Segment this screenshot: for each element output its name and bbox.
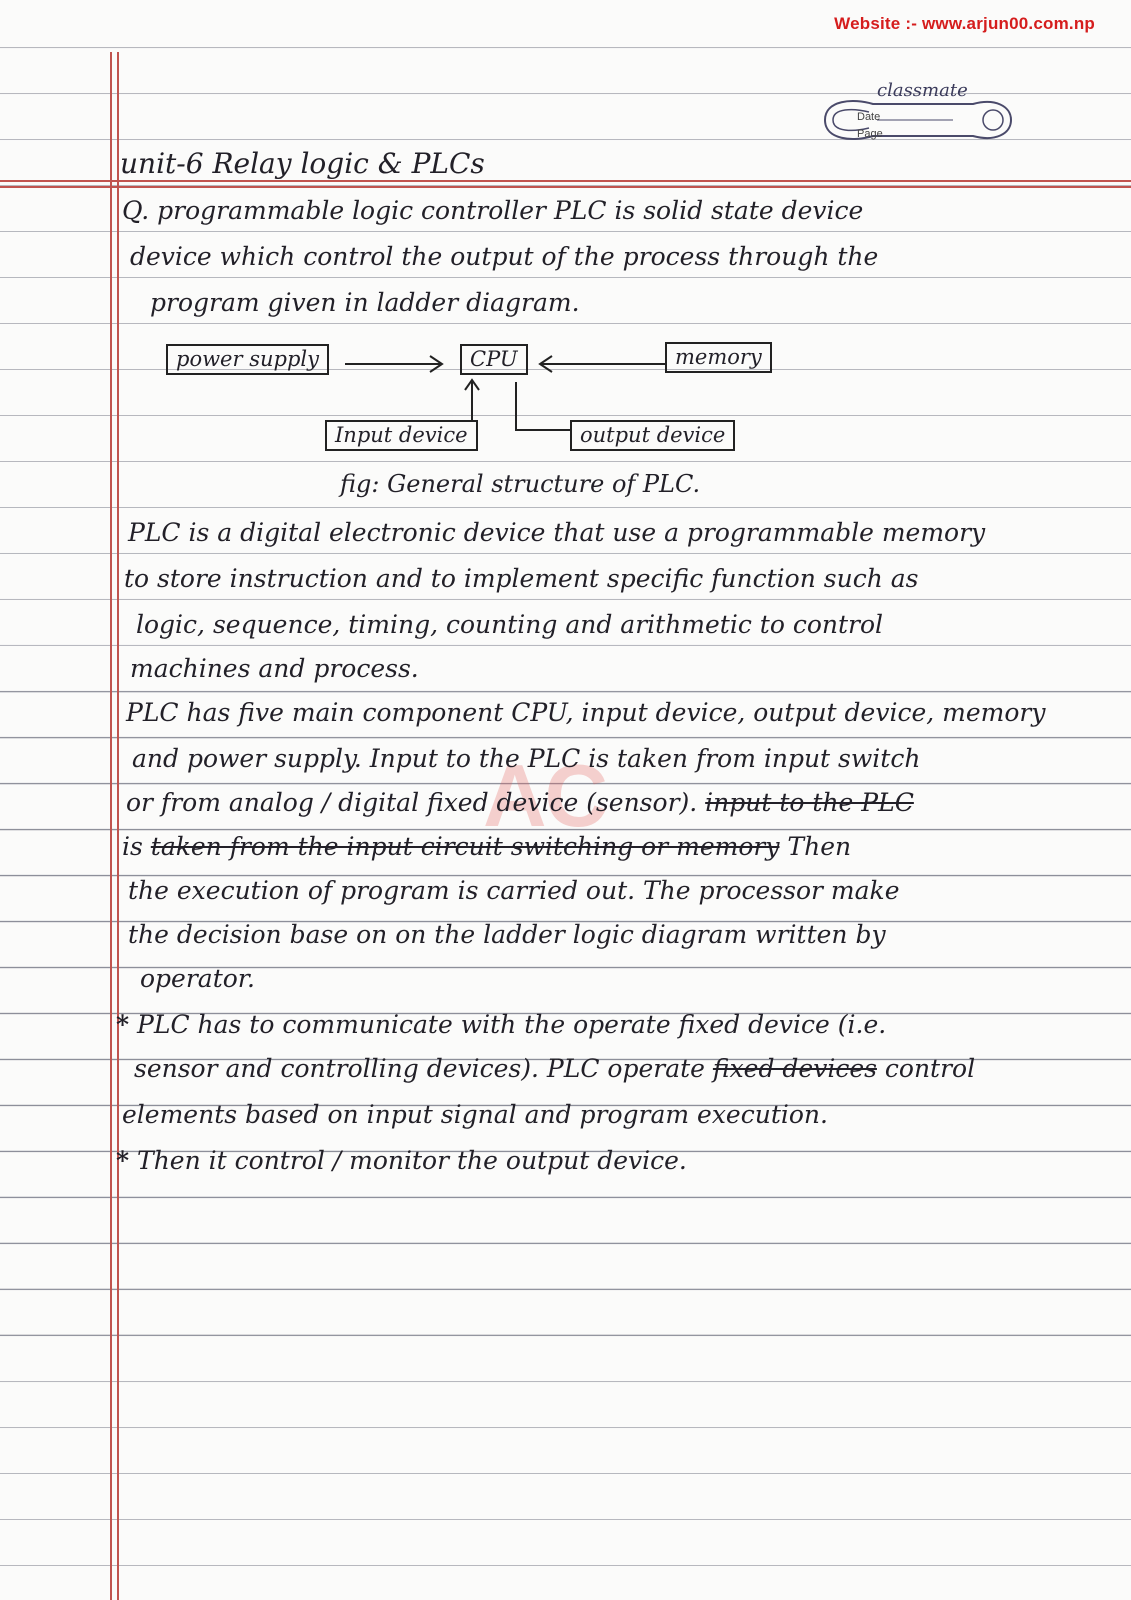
para1-line-4: machines and process. <box>130 654 419 683</box>
header-rule-bottom <box>0 186 1131 188</box>
page-label: Page <box>857 128 883 140</box>
page-title: unit-6 Relay logic & PLCs <box>120 147 485 180</box>
para2-line-4-is: is <box>122 832 143 861</box>
memory-box: memory <box>665 342 772 373</box>
intro-line-1: Q. programmable logic controller PLC is solid state device <box>122 196 864 225</box>
para1-line-2: to store instruction and to implement specific function such as <box>124 564 919 593</box>
bullet-1-mark: * <box>116 1010 130 1039</box>
para1-line-1: PLC is a digital electronic device that use a programmable memory <box>128 518 986 547</box>
intro-line-3: program given in ladder diagram. <box>150 288 580 317</box>
header-rule-top <box>0 180 1131 182</box>
bullet-1-line-3: elements based on input signal and program execution. <box>122 1100 828 1129</box>
plc-structure-diagram <box>160 334 800 464</box>
bullet-2-line-1 <box>116 1148 687 1173</box>
bullet-2-mark: * <box>116 1146 130 1175</box>
brand-name: classmate <box>877 80 968 101</box>
para2-line-7: operator. <box>140 964 255 993</box>
output-device-box: output device <box>570 420 735 451</box>
para2-line-4 <box>122 834 851 859</box>
struck-text-3: fixed devices <box>712 1054 877 1083</box>
website-url: Website :- www.arjun00.com.np <box>834 14 1095 33</box>
date-label: Date <box>857 111 881 123</box>
para2-line-5: the execution of program is carried out. The processor make <box>128 876 900 905</box>
para2-line-3 <box>126 790 914 815</box>
intro-line-2: device which control the output of the process through the <box>130 242 879 271</box>
diagram-caption: fig: General structure of PLC. <box>340 470 701 498</box>
bullet-1-line-2 <box>134 1056 975 1081</box>
margin-line-right <box>117 52 119 1600</box>
para2-line-3-text: or from analog / digital fixed device (sensor). <box>126 788 698 817</box>
watermark-logo: AC <box>483 746 607 845</box>
bullet-2-text-1: Then it control / monitor the output device. <box>137 1146 687 1175</box>
struck-text-1: input to the PLC <box>705 788 914 817</box>
cpu-box: CPU <box>460 344 528 375</box>
para2-line-4-then: Then <box>787 832 852 861</box>
margin-line-left <box>110 52 112 1600</box>
para2-line-6: the decision base on on the ladder logic diagram written by <box>128 920 886 949</box>
bullet-1-text-2b: control <box>884 1054 976 1083</box>
struck-text-2: taken from the input circuit switching or memory <box>150 832 780 861</box>
bullet-1-text-2: sensor and controlling devices). PLC operate <box>134 1054 705 1083</box>
classmate-brand-stamp <box>813 80 1025 158</box>
bullet-1-line-1 <box>116 1012 886 1037</box>
power-supply-box: power supply <box>166 344 329 375</box>
para1-line-3: logic, sequence, timing, counting and arithmetic to control <box>136 610 884 639</box>
para2-line-1: PLC has five main component CPU, input device, output device, memory <box>126 698 1046 727</box>
bullet-1-text-1: PLC has to communicate with the operate fixed device (i.e. <box>137 1010 887 1039</box>
para2-line-2: and power supply. Input to the PLC is taken from input switch <box>132 744 921 773</box>
input-device-box: Input device <box>325 420 478 451</box>
